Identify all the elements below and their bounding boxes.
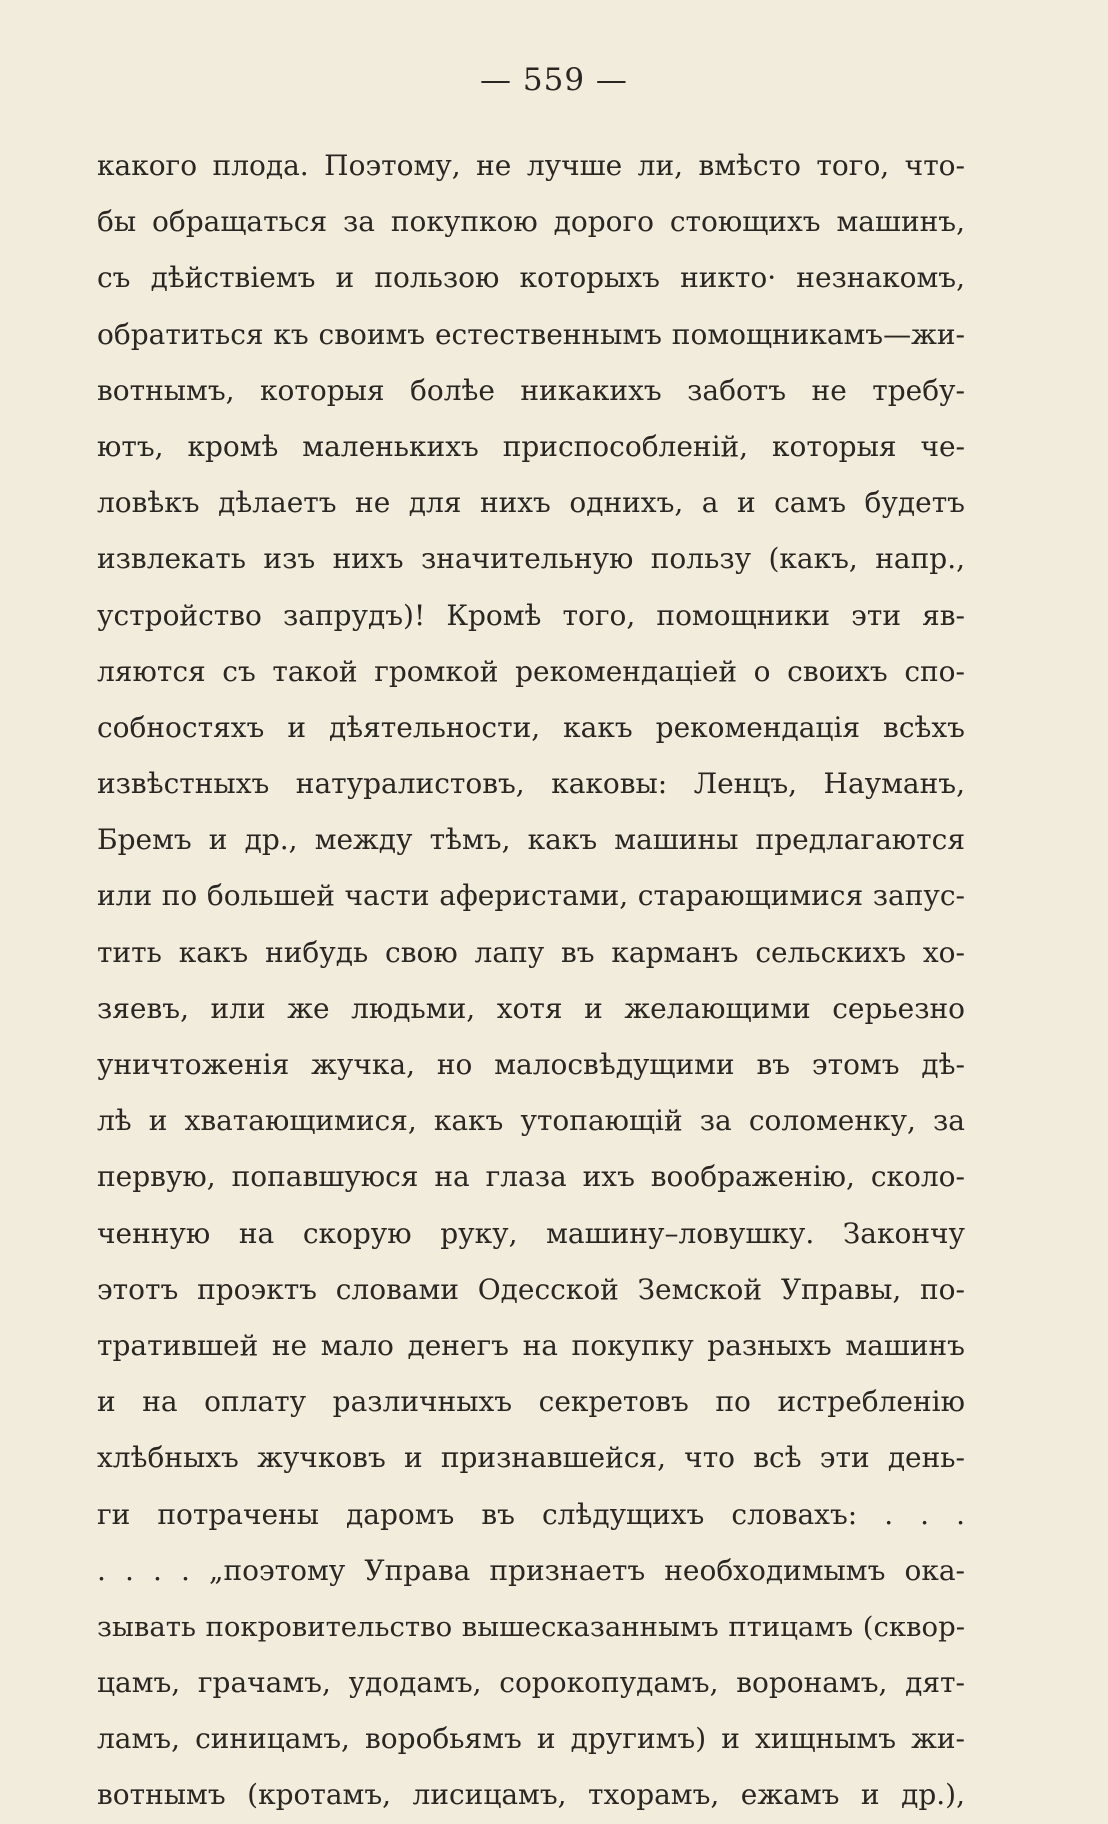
text-line: уничтоженія жучка, но малосвѣдущими въ этомъ дѣ- [97,1048,965,1081]
text-line: ловѣкъ дѣлаетъ не для нихъ однихъ, а и самъ будетъ [97,486,965,520]
text-line: хлѣбныхъ жучковъ и признавшейся, что всѣ эти день- [97,1441,965,1475]
text-line: ляются съ такой громкой рекомендаціей о своихъ спо- [97,654,965,688]
text-line: съ дѣйствіемъ и пользою которыхъ никто· незнакомъ, [97,261,965,295]
body-text [97,138,965,1824]
text-line: зяевъ, или же людьми, хотя и желающими серьезно [97,991,965,1025]
text-line: и на оплату различныхъ секретовъ по истребленію [97,1385,965,1419]
text-line: зывать покровительство вышесказаннымъ птицамъ (сквор- [97,1610,965,1643]
page-number: — 559 — [480,62,628,98]
text-line: лѣ и хватающимися, какъ утопающій за соломенку, за [97,1104,965,1138]
text-line: извѣстныхъ натуралистовъ, каковы: Ленцъ, Науманъ, [97,767,965,801]
text-line: ченную на скорую руку, машину–ловушку. Закончу [97,1216,965,1250]
text-line: тить какъ нибудь свою лапу въ карманъ сельскихъ хо- [97,935,965,969]
text-line: устройство запрудъ)! Кромѣ того, помощники эти яв- [97,598,965,632]
text-line: тратившей не мало денегъ на покупку разныхъ машинъ [97,1328,965,1362]
text-line: этотъ проэктъ словами Одесской Земской Управы, по- [97,1272,965,1306]
text-line: обратиться къ своимъ естественнымъ помощникамъ—жи- [97,317,965,351]
text-line: какого плода. Поэтому, не лучше ли, вмѣсто того, что- [97,149,965,182]
text-line: или по большей части аферистами, старающимися запус- [97,879,965,913]
text-line: вотнымъ, которыя болѣе никакихъ заботъ не требу- [97,373,965,407]
text-line: . . . . „поэтому Управа признаетъ необходимымъ ока- [97,1553,965,1587]
text-line: вотнымъ (кротамъ, лисицамъ, тхорамъ, ежамъ и др.), [97,1778,965,1812]
text-line: ламъ, синицамъ, воробьямъ и другимъ) и хищнымъ жи- [97,1722,965,1756]
text-line: бы обращаться за покупкою дорого стоющихъ машинъ, [97,205,965,239]
text-line: первую, попавшуюся на глаза ихъ воображенію, сколо- [97,1160,965,1194]
text-line: ги потрачены даромъ въ слѣдущихъ словахъ: . . . [97,1497,965,1531]
text-line: ютъ, кромѣ маленькихъ приспособленій, которыя че- [97,429,965,463]
text-line: Бремъ и др., между тѣмъ, какъ машины предлагаются [97,823,965,857]
text-line: извлекать изъ нихъ значительную пользу (какъ, напр., [97,542,965,576]
text-line: цамъ, грачамъ, удодамъ, сорокопудамъ, воронамъ, дят- [97,1666,965,1700]
text-line: собностяхъ и дѣятельности, какъ рекомендація всѣхъ [97,710,965,744]
